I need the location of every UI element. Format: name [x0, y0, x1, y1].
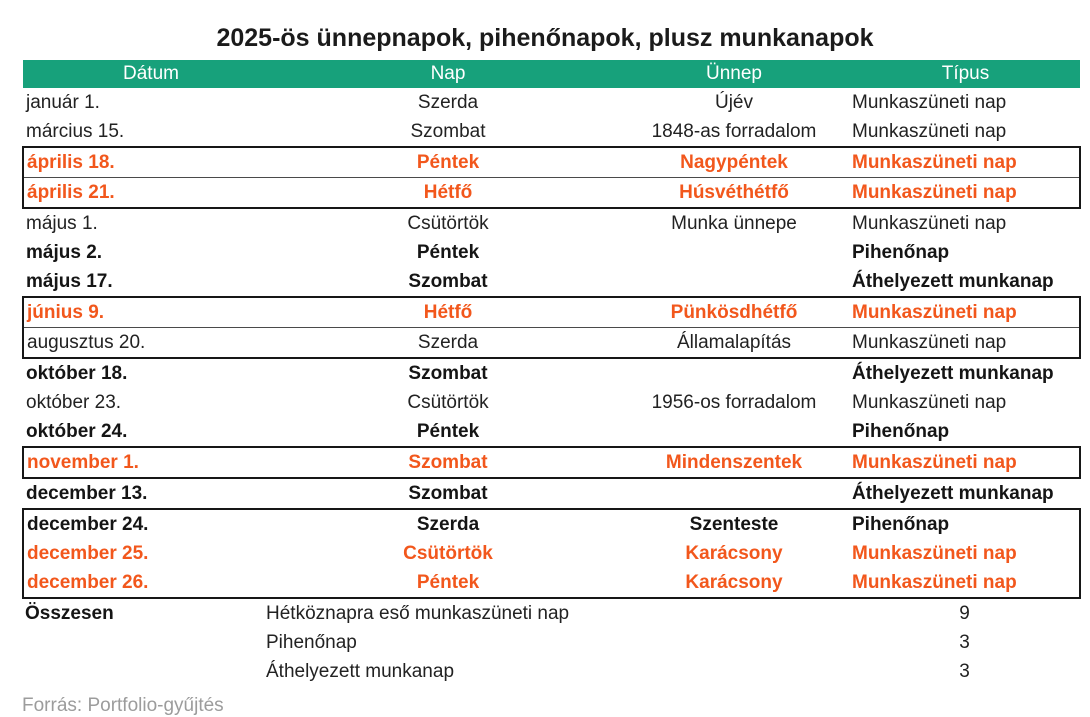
- cell-date: április 18.: [23, 147, 279, 178]
- column-header-unnep: Ünnep: [617, 60, 851, 88]
- source-note: Forrás: Portfolio-gyűjtés: [22, 695, 224, 716]
- column-header-nap: Nap: [279, 60, 617, 88]
- cell-holiday: Munka ünnepe: [671, 213, 797, 234]
- cell-type: Munkaszüneti nap: [851, 328, 1080, 359]
- summary-row: [22, 657, 1079, 686]
- cell-type: Pihenőnap: [852, 421, 950, 442]
- table-row: [23, 539, 1080, 568]
- cell-date: december 13.: [26, 483, 148, 504]
- cell-holiday: [617, 478, 851, 509]
- cell-type: Munkaszüneti nap: [852, 92, 1007, 113]
- table-row: [23, 568, 1080, 598]
- cell-holiday: Mindenszentek: [617, 447, 851, 478]
- cell-type: Munkaszüneti nap: [852, 213, 1007, 234]
- summary-label: Összesen: [25, 603, 114, 624]
- cell-day: Szombat: [408, 363, 488, 384]
- cell-day: Szerda: [417, 92, 479, 113]
- cell-date: április 21.: [23, 178, 279, 209]
- summary-item-value: 9: [959, 603, 970, 624]
- column-header-tipus: Típus: [851, 60, 1080, 88]
- cell-holiday: 1848-as forradalom: [651, 121, 817, 142]
- cell-holiday: Államalapítás: [617, 328, 851, 359]
- cell-date: október 23.: [26, 392, 122, 413]
- cell-day: Péntek: [279, 568, 617, 598]
- cell-date: november 1.: [23, 447, 279, 478]
- cell-day: Csütörtök: [403, 543, 493, 564]
- cell-type: Pihenőnap: [851, 509, 1080, 539]
- cell-date: május 2.: [26, 242, 103, 263]
- table-row: [23, 238, 1080, 267]
- cell-day: Szombat: [279, 447, 617, 478]
- cell-day: Péntek: [416, 421, 480, 442]
- cell-type: Munkaszüneti nap: [852, 121, 1007, 142]
- cell-type: Áthelyezett munkanap: [852, 363, 1054, 384]
- cell-date: október 24.: [26, 421, 128, 442]
- cell-date: december 26.: [23, 568, 279, 598]
- cell-type: Munkaszüneti nap: [851, 539, 1080, 568]
- cell-holiday: [617, 267, 851, 297]
- cell-type: Munkaszüneti nap: [851, 178, 1080, 209]
- cell-type: Munkaszüneti nap: [851, 568, 1080, 598]
- cell-date: március 15.: [26, 121, 125, 142]
- cell-holiday: Karácsony: [617, 568, 851, 598]
- cell-type: Pihenőnap: [852, 242, 950, 263]
- chart-title: 2025-ös ünnepnapok, pihenőnapok, plusz munkanapok: [216, 24, 874, 52]
- summary-item-value: 3: [959, 661, 970, 682]
- table-row: [23, 358, 1080, 388]
- cell-holiday: Nagypéntek: [617, 147, 851, 178]
- summary-row: [22, 599, 1079, 628]
- summary-row: [22, 628, 1079, 657]
- cell-type: Munkaszüneti nap: [851, 297, 1080, 328]
- cell-day: Szerda: [279, 328, 617, 359]
- cell-day: Csütörtök: [407, 213, 489, 234]
- cell-date: augusztus 20.: [23, 328, 279, 359]
- summary-item-name: Áthelyezett munkanap: [266, 661, 455, 682]
- table-row: [23, 267, 1080, 297]
- summary-item-name: Hétköznapra eső munkaszüneti nap: [266, 603, 570, 624]
- table-row: [23, 478, 1080, 509]
- table-row: [23, 178, 1080, 209]
- table-header-row: [23, 60, 1080, 88]
- cell-date: december 25.: [23, 539, 279, 568]
- cell-holiday: Újév: [714, 92, 753, 113]
- summary-section: [22, 599, 1079, 686]
- summary-item-name: Pihenőnap: [266, 632, 357, 653]
- cell-type: Áthelyezett munkanap: [852, 271, 1054, 292]
- cell-day: Szerda: [279, 509, 617, 539]
- holiday-table: [22, 60, 1081, 599]
- table-row: [23, 117, 1080, 147]
- table-row: [23, 388, 1080, 417]
- summary-label: [22, 657, 266, 686]
- cell-holiday: Pünkösdhétfő: [617, 297, 851, 328]
- table-row: [23, 417, 1080, 447]
- table-row: [23, 297, 1080, 328]
- table-row: [23, 88, 1080, 117]
- cell-day: Csütörtök: [407, 392, 489, 413]
- cell-type: Munkaszüneti nap: [852, 392, 1007, 413]
- table-row: [23, 208, 1080, 238]
- cell-day: Péntek: [416, 242, 480, 263]
- table-row: [23, 447, 1080, 478]
- cell-holiday: 1956-os forradalom: [651, 392, 817, 413]
- table-row: [23, 328, 1080, 359]
- table-row: [23, 509, 1080, 539]
- cell-holiday: Karácsony: [685, 543, 783, 564]
- column-header-datum: Dátum: [23, 60, 279, 88]
- cell-type: Munkaszüneti nap: [851, 447, 1080, 478]
- cell-date: december 24.: [23, 509, 279, 539]
- cell-holiday: Szenteste: [617, 509, 851, 539]
- cell-date: június 9.: [23, 297, 279, 328]
- cell-day: Hétfő: [279, 178, 617, 209]
- cell-type: Áthelyezett munkanap: [852, 483, 1054, 504]
- cell-type: Munkaszüneti nap: [851, 147, 1080, 178]
- cell-date: január 1.: [26, 92, 100, 113]
- cell-date: május 1.: [26, 213, 98, 234]
- cell-holiday: [617, 358, 851, 388]
- cell-day: Szombat: [408, 483, 488, 504]
- cell-holiday: Húsvéthétfő: [617, 178, 851, 209]
- cell-date: október 18.: [26, 363, 128, 384]
- cell-holiday: [617, 238, 851, 267]
- table-body: [23, 88, 1080, 598]
- summary-item-value: 3: [959, 632, 970, 653]
- table-row: [23, 147, 1080, 178]
- summary-label: [22, 628, 266, 657]
- cell-day: Péntek: [279, 147, 617, 178]
- cell-day: Szombat: [408, 271, 488, 292]
- cell-date: május 17.: [26, 271, 113, 292]
- cell-holiday: [617, 417, 851, 447]
- cell-day: Szombat: [410, 121, 486, 142]
- cell-day: Hétfő: [279, 297, 617, 328]
